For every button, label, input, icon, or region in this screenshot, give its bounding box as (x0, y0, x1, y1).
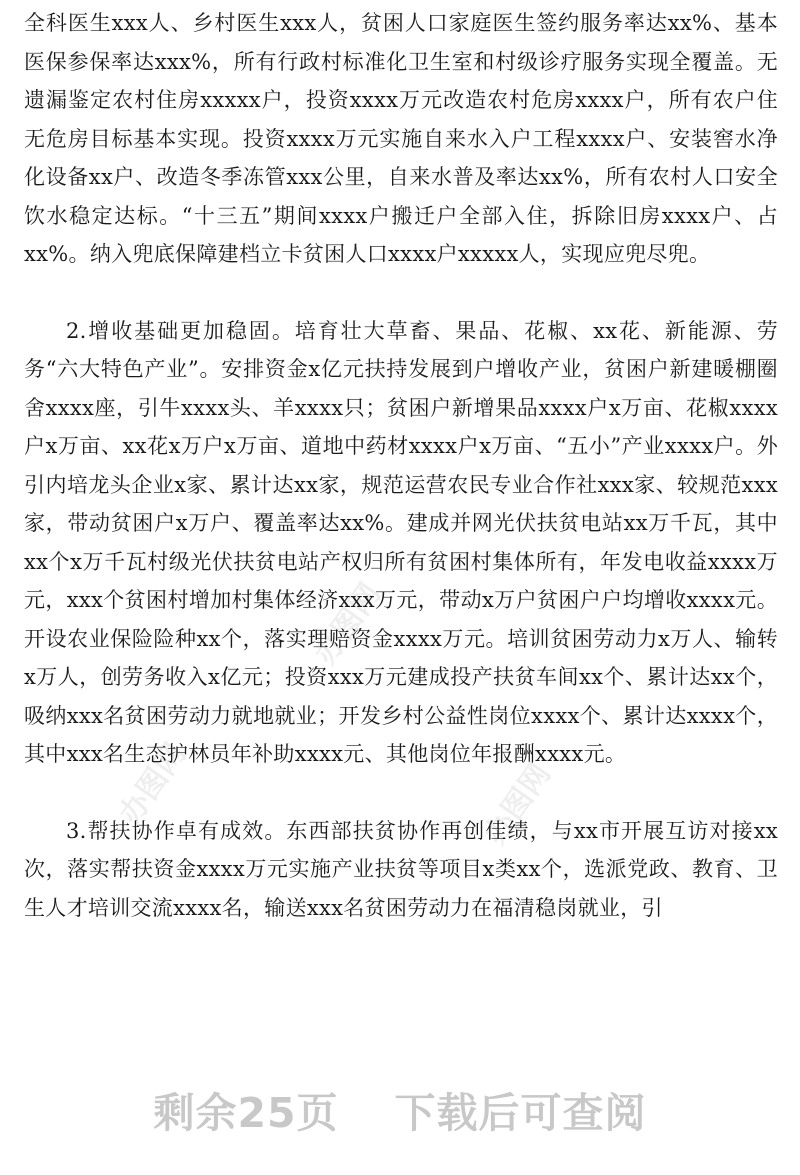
watermark: 办图网 (477, 757, 559, 851)
paragraph-income-base: 2.增收基础更加稳固。培育壮大草畜、果品、花椒、xx花、新能源、劳务“六大特色产业”。安排资金x亿元扶持发展到户增收产业，贫困户新建暖棚圈舍xxxx座，引牛xxxx头、羊xxxx只；贫困户新增果品xxxx户x万亩、花椒xxxx户x万亩、xx花x万户x万亩、道地中药材xxxx户x万亩、“五小”产业xxxx户。外引内培龙头企业x家、累计达xx家，规范运营农民专业合作社xxx家、较规范xxx家，带动贫困户x万户、覆盖率达xx%。建成并网光伏扶贫电站xx万千瓦，其中xx个x万千瓦村级光伏扶贫电站产权归所有贫困村集体所有，年发电收益xxxx万元，xxx个贫困村增加村集体经济xxx万元，带动x万户贫困户户均增收xxxx元。开设农业保险险种xx个，落实理赔资金xxxx万元。培训贫困劳动力x万人、输转x万人，创劳务收入x亿元；投资xxx万元建成投产扶贫车间xx个、累计达xx个，吸纳xxx名贫困劳动力就地就业；开发乡村公益性岗位xxxx个、累计达xxxx个，其中xxx名生态护林员年补助xxxx元、其他岗位年报酬xxxx元。 (24, 318, 778, 766)
watermark: 办图网 (307, 577, 389, 671)
download-prompt-label: 下载后可查阅 (394, 1089, 647, 1137)
remaining-pages-label: 剩余25页 (153, 1089, 339, 1137)
download-banner[interactable] (0, 1080, 800, 1139)
paragraph-health-housing-water: 全科医生xxx人、乡村医生xxx人，贫困人口家庭医生签约服务率达xx%、基本医保参保率达xxx%，所有行政村标准化卫生室和村级诊疗服务实现全覆盖。无遗漏鉴定农村住房xxxxx户，投资xxxx万元改造农村危房xxxx户，所有农户住无危房目标基本实现。投资xxxx万元实施自来水入户工程xxxx户、安装窖水净化设备xx户、改造冬季冻管xxx公里，自来水普及率达xx%，所有农村人口安全饮水稳定达标。“十三五”期间xxxx户搬迁户全部入住，拆除旧房xxxx户、占xx%。纳入兜底保障建档立卡贫困人口xxxx户xxxxx人，实现应兜尽兜。 (24, 11, 778, 266)
paragraph-assistance-cooperation: 3.帮扶协作卓有成效。东西部扶贫协作再创佳绩，与xx市开展互访对接xx次，落实帮扶资金xxxx万元实施产业扶贫等项目x类xx个，选派党政、教育、卫生人才培训交流xxxx名，输送xxx名贫困劳动力在福清稳岗就业，引 (24, 818, 778, 920)
watermark: 办图网 (112, 737, 194, 831)
document-body (24, 4, 778, 927)
